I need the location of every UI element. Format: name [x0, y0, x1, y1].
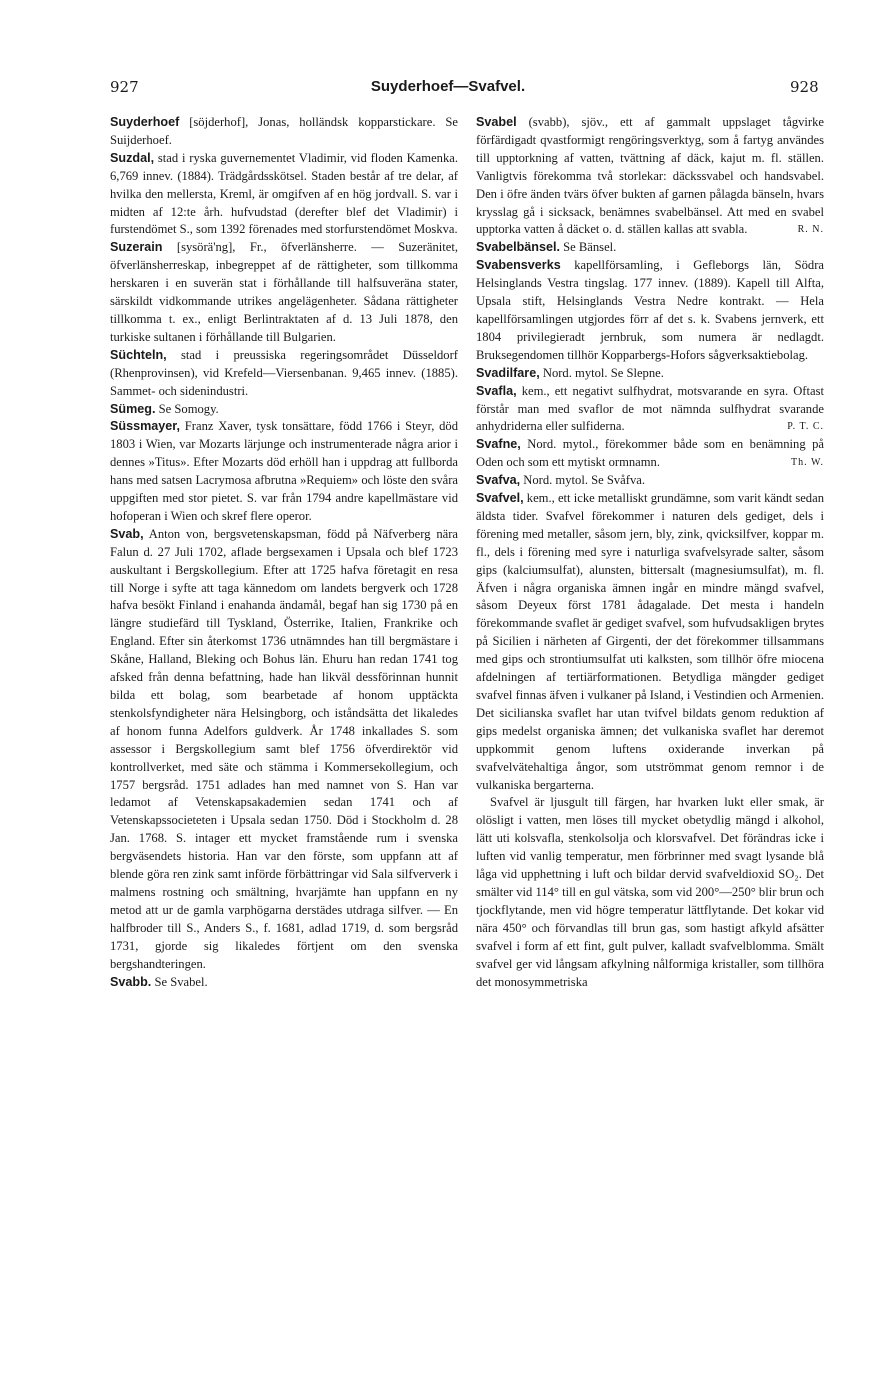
author-signature: R. N. — [797, 224, 824, 236]
right-column — [476, 114, 824, 991]
running-head: Suyderhoef—Svafvel. — [370, 78, 526, 95]
dictionary-entry — [476, 794, 824, 991]
entry-text: Anton von, bergsvetenskapsman, född på Näfverberg nära Falun d. 27 Juli 1702, aflade bergsexamen i Upsala och blef 1723 auskultant i Bergskollegium. Efter att 1725 hafva företagit en resa till Norge i syfte att taga kännedom om landets bergverk och 1728 hafva besökt Finland i enahanda ändamål, begaf han sig 1730 på en längre studiefärd till Tyskland, Österrike, Italien, Frankrike och England. Efter sin återkomst 1736 utnämndes han till bergmästare i Skåne, Halland, Bleking och Bohus län. Ehuru han redan 1741 tog afsked från denna befattning, hade han likväl dessförinnan hunnit bilda ett bolag, som bearbetade af honom upptäckta stenkolsfyndigheter nära Helsingborg, och iståndsätta det likaledes af honom funna Adelfors guldverk. År 1748 inkallades S. som assessor i Bergskollegium samt blef 1756 öfverdirektör vid kontrollverket, med säte och stämma i Kommersekollegium, och 1757 bergsråd. 1751 adlades han med namnet von S. Han var ledamot af Vetenskapsakademien sedan 1741 och af Vetenskapssocieteten i Upsala sedan 1750. Död i Stockholm d. 28 Jan. 1768. S. intager ett mycket framstående rum i svenska bergväsendets historia. Han var den förste, som uppfann att af blende göra ren zink samt införde förbättringar vid Sala silfververk i malmens rostning och smältning, hvarjämte han uppfann en ny metod att ur de gamla varphögarna derstädes utdraga silfver. — En halfbroder till S., Anders S., f. 1681, adlad 1719, d. som bergsråd 1731, gjorde sig likaledes förtjent om den svenska bergshandteringen. — [110, 526, 458, 971]
entry-headword: Suzerain — [110, 240, 163, 255]
dictionary-entry — [110, 114, 458, 150]
dictionary-entry — [110, 150, 458, 240]
entry-text: Se Bänsel. — [560, 240, 617, 255]
dictionary-entry — [476, 257, 824, 364]
entry-headword: Svafvel, — [476, 491, 524, 506]
dictionary-entry — [476, 365, 824, 383]
author-signature: P. T. C. — [787, 421, 824, 433]
entry-headword: Svabelbänsel. — [476, 240, 560, 255]
entry-headword: Svadilfare, — [476, 365, 540, 380]
entry-headword: Svafva, — [476, 473, 521, 488]
entry-text: Se Somogy. — [155, 401, 219, 416]
entry-text: stad i ryska guvernementet Vladimir, vid floden Kamenka. 6,769 innev. (1884). Trädgårdsskötsel. Staden består af tre delar, af hvilka den mellersta, Kreml, är omgifven af en hög jordvall. S. var i midten af 12:te årh. hufvudstad (derefter blef det Vladimir) i furstendömet S., som 1392 förenades med storfurstendömet Moskva. — [110, 150, 458, 237]
entry-text: Franz Xaver, tysk tonsättare, född 1766 i Steyr, död 1803 i Wien, var Mozarts lärjunge och instrumenterade några arior i dennes »Titus». Efter Mozarts död erhöll han i uppdrag att fullborda hans med satsen Lacrymosa afbrutna »Requiem» och löste den svåra uppgiften med stor pietet. S. var från 1794 andre kapellmästare vid hofoperan i Wien och skref flere operor. — [110, 419, 458, 523]
entry-text: kem., ett negativt sulfhydrat, motsvarande en syra. Oftast förstår man med svaflor de mot nämnda sulfhydrat svarande anhydriderna eller sulfiderna. — [476, 383, 824, 434]
dictionary-entry — [110, 526, 458, 974]
dictionary-entry — [110, 418, 458, 525]
dictionary-entry — [476, 383, 824, 437]
entry-headword: Süchteln, — [110, 347, 167, 362]
entry-text: Svafvel är ljusgult till färgen, har hvarken lukt eller smak, är olösligt i vatten, men löses till mycket obetydlig mängd i alkohol, lätt uti kolsvafla, stenkolsolja och klorsvafvel. Det förändras icke i luften vid vanlig temperatur, men förbrinner med svagt lysande blå låga vid upphettning i luft och bildar dervid svafveldioxid SO₂. Det smälter vid 114° till en gul vätska, som vid 200°—250° blir brun och tjockflytande, men vid högre temperatur lättflytande. Det kokar vid nära 450° och förvandlas till brun gas, som hastigt afkyld afsätter svafvel i form af ett fint, gult pulver, kalladt svafvelblomma. Smält svafvel ger vid långsam afkylning nålformiga kristaller, som tillhöra det monosymmetriska — [476, 795, 824, 989]
entry-text: kapellförsamling, i Gefleborgs län, Södra Helsinglands Vestra tingslag. 177 innev. (1889). Kapell till Alfta, Upsala stift, Helsinglands Vestra Nedre kontrakt. — Hela kapellförsamlingen utgjordes förr af det s. k. Svabens jernverk, ett 1804 privilegieradt jernbruk, som numera är nedlagdt. Bruksegendomen tillhör Kopparbergs-Hofors sågverksaktiebolag. — [476, 258, 824, 362]
entry-headword: Svab, — [110, 526, 144, 541]
entry-headword: Svabel — [476, 115, 517, 129]
dictionary-entry — [476, 472, 824, 490]
dictionary-entry — [110, 401, 458, 419]
dictionary-entry — [110, 347, 458, 401]
entry-text: [söjderhof], Jonas, holländsk kopparstickare. Se Suijderhoef. — [110, 115, 458, 147]
entry-text: Nord. mytol. Se Svåfva. — [520, 473, 645, 488]
entry-text: (svabb), sjöv., ett af gammalt uppslaget tågvirke förfärdigadt qvastformigt rengöringsverktyg, som å fartyg användes till upptorkning af vatten, tvättning af däck, kajut m. fl. ställen. Vanligtvis förekomma två storlekar: däckssvabel och handsvabel. Den i öfre änden tvärs öfver bukten af garnen pålagda bänseln, hvars krysslag gå i sicksack, benämnes svabelbänsel. Att med en svabel upptorka vatten å däcket o. d. ställen kallas att svabla. — [476, 115, 824, 237]
entry-text: Nord. mytol. Se Slepne. — [539, 365, 664, 380]
entry-headword: Svafla, — [476, 383, 517, 398]
entry-text: [sysörä'ng], Fr., öfverlänsherre. — Suzeränitet, öfverlänsherreskap, inbegreppet af de rättigheter, som tillkomma herskaren i en suverän stat i förhållande till halfsuveräna stater, särskildt vidkommande utrikes angelägenheter. Sådana rättigheter tillkomma t. ex., enligt Berlintraktaten af d. 13 Juli 1878, den turkiske sultanen i förhållande till Bulgarien. — [110, 240, 458, 344]
left-column — [110, 114, 458, 991]
entry-headword: Svafne, — [476, 437, 521, 452]
dictionary-entry — [110, 974, 458, 992]
dictionary-entry — [476, 114, 824, 239]
dictionary-entry — [476, 239, 824, 257]
entry-headword: Suyderhoef — [110, 115, 180, 129]
entry-text: kem., ett icke metalliskt grundämne, som varit kändt sedan äldsta tider. Svafvel förekommer i naturen dels gediget, dels i förening med metaller, såsom jern, bly, zink, qvicksilfver, koppar m. fl., dels i förening med syre i naturliga svafvelsyrade salter, såsom gips (kalciumsulfat), alunsten, bittersalt (magnesiumsulfat), m. fl. Äfven i några organiska ämnen ingår en mindre mängd svafvel, såsom Deyeux först 1781 ådagalade. Det mesta i handeln förekommande svaflet är gediget svafvel, som hufvudsakligen brytes på Sicilien i närheten af Girgenti, der det förekommer tillsammans med gips och strontiumsulfat uti kalksten, som tillhör öfre miocena afdelningen af tertiärformationen. Betydliga mängder gediget svafvel finnas äfven i vulkaner på Island, i Vestindien och Armenien. Det sicilianska svaflet har utan tvifvel bildats genom reduktion af gips medelst organiska ämnen; det vulkaniska svaflet har deremot uppkommit genom luftens oxiderande inverkan på svafvelvätehaltiga ångor, som utströmmat genom remnor i de vulkaniska bergarterna. — [476, 491, 824, 792]
entry-headword: Svabensverks — [476, 258, 561, 273]
entry-headword: Svabb. — [110, 974, 152, 989]
entry-headword: Sümeg. — [110, 401, 156, 416]
page-number-left: 927 — [110, 78, 139, 96]
entry-headword: Suzdal, — [110, 150, 155, 165]
page-number-right: 928 — [790, 78, 819, 96]
entry-text: Nord. mytol., förekommer både som en benämning på Oden och som ett mytiskt ormnamn. — [476, 437, 824, 470]
entry-text: Se Svabel. — [151, 974, 208, 989]
dictionary-entry — [110, 239, 458, 346]
entry-headword: Süssmayer, — [110, 419, 181, 434]
dictionary-entry — [476, 436, 824, 472]
entry-text: stad i preussiska regeringsområdet Düsseldorf (Rhenprovinsen), vid Krefeld—Viersenbanan. 9,465 innev. (1885). Sammet- och sidenindustri. — [110, 347, 458, 398]
author-signature: Th. W. — [791, 457, 824, 469]
dictionary-entry — [476, 490, 824, 794]
